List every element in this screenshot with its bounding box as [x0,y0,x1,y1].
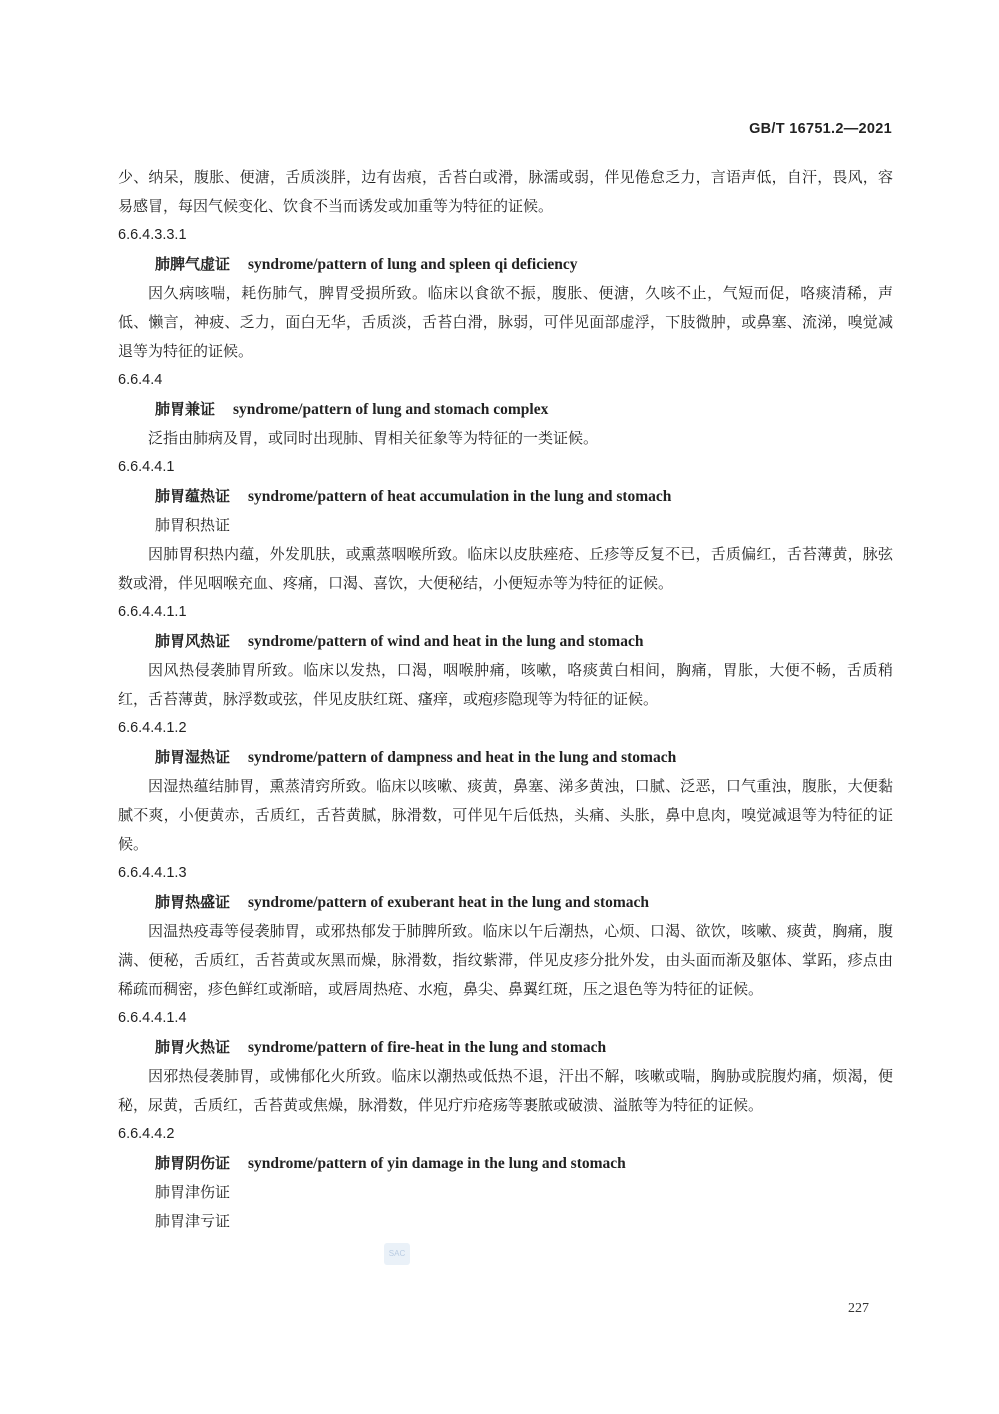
section-number: 6.6.4.4.1.2 [118,720,187,736]
term-english: syndrome/pattern of yin damage in the lung and stomach [248,1155,626,1172]
definition-paragraph: 因久病咳喘，耗伤肺气，脾胃受损所致。临床以食欲不振，腹胀、便溏，久咳不止，气短而促，咯痰清稀，声低、懒言，神疲、乏力，面白无华，舌质淡，舌苔白滑，脉弱，可伴见面部虚浮，下肢微肿，或鼻塞、流涕，嗅觉减退等为特征的证候。 [118,284,893,360]
term-english: syndrome/pattern of wind and heat in the lung and stomach [248,633,644,650]
term-english: syndrome/pattern of fire-heat in the lung and stomach [248,1039,607,1056]
term-chinese: 肺胃兼证 [155,400,216,418]
section-number: 6.6.4.4 [118,372,163,388]
definition-paragraph: 因湿热蕴结肺胃，熏蒸清窍所致。临床以咳嗽、痰黄，鼻塞、涕多黄浊，口腻、泛恶，口气重浊，腹胀，大便黏腻不爽，小便黄赤，舌质红，舌苔黄腻，脉滑数，可伴见午后低热，头痛、头胀，鼻中息肉，嗅觉减退等为特征的证候。 [118,777,893,853]
term-english: syndrome/pattern of lung and stomach complex [233,401,549,418]
definition-paragraph: 因邪热侵袭肺胃，或怫郁化火所致。临床以潮热或低热不退，汗出不解，咳嗽或喘，胸胁或脘腹灼痛，烦渴，便秘，尿黄，舌质红，舌苔黄或焦燥，脉滑数，伴见疔疖疮疡等裹脓或破溃、溢脓等为特征的证候。 [118,1067,893,1114]
section-number: 6.6.4.4.1.3 [118,865,187,881]
term-heading [118,1033,893,1062]
term-heading [118,250,893,279]
term-chinese: 肺胃火热证 [155,1038,231,1056]
watermark-logo: SAC [384,1243,410,1265]
term-chinese: 肺脾气虚证 [155,255,231,273]
term-english: syndrome/pattern of heat accumulation in the lung and stomach [248,488,672,505]
synonym-term: 肺胃积热证 [155,516,231,534]
term-heading [118,627,893,656]
term-chinese: 肺胃阴伤证 [155,1154,231,1172]
section-number: 6.6.4.3.3.1 [118,227,187,243]
term-heading [118,482,893,511]
definition-paragraph: 因风热侵袭肺胃所致。临床以发热，口渴，咽喉肿痛，咳嗽，咯痰黄白相间，胸痛，胃胀，大便不畅，舌质稍红，舌苔薄黄，脉浮数或弦，伴见皮肤红斑、瘙痒，或疱疹隐现等为特征的证候。 [118,661,893,708]
term-chinese: 肺胃湿热证 [155,748,231,766]
term-english: syndrome/pattern of lung and spleen qi deficiency [248,256,578,273]
section-number: 6.6.4.4.1.1 [118,604,187,620]
term-english: syndrome/pattern of exuberant heat in the lung and stomach [248,894,650,911]
term-chinese: 肺胃风热证 [155,632,231,650]
definition-paragraph: 因肺胃积热内蕴，外发肌肤，或熏蒸咽喉所致。临床以皮肤痤疮、丘疹等反复不已，舌质偏红，舌苔薄黄，脉弦数或滑，伴见咽喉充血、疼痛，口渴、喜饮，大便秘结，小便短赤等为特征的证候。 [118,545,893,592]
section-number: 6.6.4.4.2 [118,1126,175,1142]
section-number: 6.6.4.4.1 [118,459,175,475]
document-body [118,163,893,1236]
term-heading [118,1149,893,1178]
term-heading [118,743,893,772]
term-english: syndrome/pattern of dampness and heat in the lung and stomach [248,749,677,766]
synonym-term: 肺胃津亏证 [155,1212,231,1230]
synonym-term: 肺胃津伤证 [155,1183,231,1201]
standard-code: GB/T 16751.2—2021 [749,121,892,137]
term-chinese: 肺胃热盛证 [155,893,231,911]
term-heading [118,888,893,917]
section-number: 6.6.4.4.1.4 [118,1010,187,1026]
definition-paragraph: 泛指由肺病及胃，或同时出现肺、胃相关征象等为特征的一类证候。 [148,429,599,447]
term-chinese: 肺胃蕴热证 [155,487,231,505]
term-heading [118,395,893,424]
definition-paragraph: 少、纳呆，腹胀、便溏，舌质淡胖，边有齿痕，舌苔白或滑，脉濡或弱，伴见倦怠乏力，言语声低，自汗，畏风，容易感冒，每因气候变化、饮食不当而诱发或加重等为特征的证候。 [118,168,893,215]
page-number: 227 [848,1301,869,1316]
definition-paragraph: 因温热疫毒等侵袭肺胃，或邪热郁发于肺脾所致。临床以午后潮热，心烦、口渴、欲饮，咳嗽、痰黄，胸痛，腹满、便秘，舌质红，舌苔黄或灰黑而燥，脉滑数，指纹紫滞，伴见皮疹分批外发，由头面而渐及躯体、掌跖，疹点由稀疏而稠密，疹色鲜红或渐暗，或唇周热疮、水疱，鼻尖、鼻翼红斑，压之退色等为特征的证候。 [118,922,893,998]
